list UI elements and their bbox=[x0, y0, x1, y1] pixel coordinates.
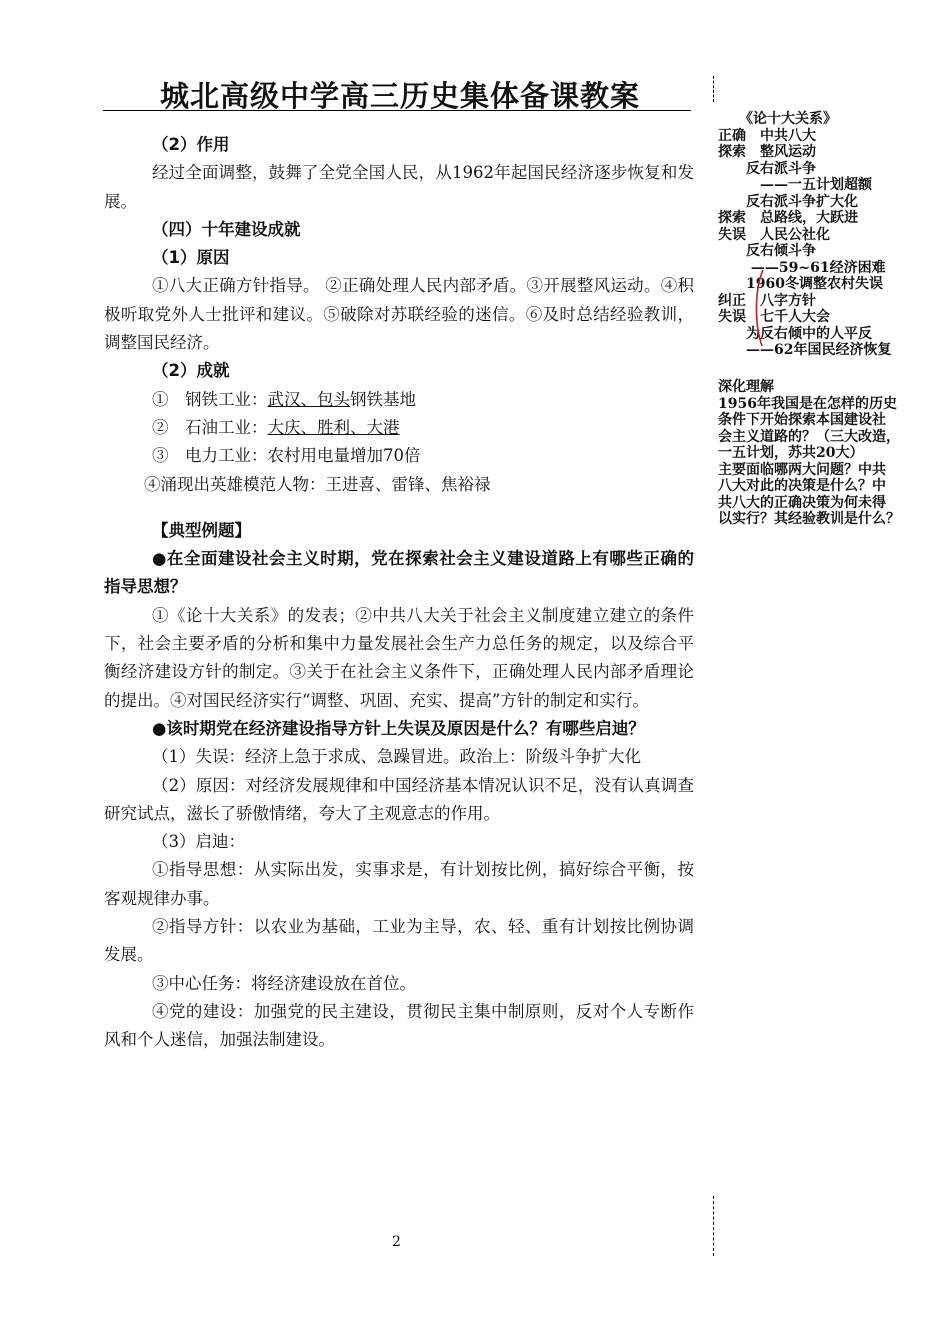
answer-2-lesson-party: ④党的建设：加强党的民主建设，贯彻民主集中制原则，反对个人专断作风和个人迷信，加强法制建设。 bbox=[104, 1001, 694, 1050]
outline-line: 《论十大关系》 bbox=[718, 111, 837, 127]
achievement-oil-label: ② 石油工业： bbox=[152, 417, 268, 437]
page-title: 城北高级中学高三历史集体备课教案 bbox=[160, 79, 641, 113]
achievement-heroes: ④涌现出英雄模范人物：王进喜、雷锋、焦裕禄 bbox=[144, 474, 491, 494]
outline-line: ——一五计划超额 bbox=[718, 177, 872, 193]
outline-line: ——59~61经济困难 bbox=[718, 259, 886, 276]
title-underline bbox=[103, 110, 691, 111]
achievement-steel bbox=[104, 386, 694, 414]
sidebar-deep-understanding bbox=[718, 379, 950, 528]
question-1: ●在全面建设社会主义时期，党在探索社会主义建设道路上有哪些正确的指导思想？ bbox=[104, 549, 694, 597]
deep-line: 1956年我国是在怎样的历史 bbox=[718, 395, 897, 412]
red-bracket-annotation bbox=[752, 268, 766, 348]
page-number: 2 bbox=[392, 1234, 401, 1250]
examples-heading: 【典型例题】 bbox=[152, 520, 251, 540]
outline-line: 失误 七千人大会 bbox=[718, 309, 830, 325]
section-heading-effect: （2）作用 bbox=[152, 135, 230, 154]
deep-line: 共八大的正确决策为何未得 bbox=[718, 494, 886, 511]
answer-2-lesson-task: ③中心任务：将经济建设放在首位。 bbox=[152, 973, 416, 993]
outline-line: 失误 人民公社化 bbox=[718, 226, 830, 243]
answer-2-causes: （2）原因：对经济发展规律和中国经济基本情况认识不足，没有认真调查研究试点，滋长了骄傲情绪，夸大了主观意志的作用。 bbox=[104, 775, 694, 823]
answer-2-lesson-policy: ②指导方针：以农业为基础，工业为主导，农、轻、重有计划按比例协调发展。 bbox=[104, 917, 694, 965]
margin-divider-top bbox=[713, 76, 714, 102]
outline-line: 反右倾斗争 bbox=[718, 243, 816, 259]
achievement-steel-label: ① 钢铁工业： bbox=[152, 389, 268, 409]
outline-line: 为反右倾中的人平反 bbox=[718, 325, 872, 342]
deep-line: 会主义道路的？（三大改造， bbox=[718, 428, 900, 445]
deep-line: 条件下开始探索本国建设社 bbox=[718, 412, 886, 428]
outline-line: 纠正 八字方针 bbox=[718, 292, 816, 309]
margin-divider-bottom bbox=[713, 1196, 714, 1256]
answer-2-lesson-thought: ①指导思想：从实际出发，实事求是，有计划按比例，搞好综合平衡，按客观规律办事。 bbox=[104, 860, 694, 908]
outline-line: ——62年国民经济恢复 bbox=[718, 342, 892, 358]
outline-line: 探索 总路线，大跃进 bbox=[718, 210, 858, 226]
answer-2-mistakes: （1）失误：经济上急于求成、急躁冒进。政治上：阶级斗争扩大化 bbox=[152, 747, 641, 767]
outline-line: 反右派斗争扩大化 bbox=[718, 193, 858, 210]
answer-2-lessons-heading: （3）启迪： bbox=[152, 832, 245, 852]
spacer bbox=[104, 499, 694, 517]
paragraph-reasons: ①八大正确方针指导。 ②正确处理人民内部矛盾。③开展整风运动。④积极听取党外人士批评和建议。⑤破除对苏联经验的迷信。⑥及时总结经验教训，调整国民经济。 bbox=[104, 276, 694, 353]
deep-line: 主要面临哪两大问题？中共 bbox=[718, 461, 886, 478]
achievement-oil-places: 大庆、胜利、大港 bbox=[267, 417, 400, 437]
paragraph-effect: 经过全面调整，鼓舞了全党全国人民，从1962年起国民经济逐步恢复和发展。 bbox=[104, 163, 694, 211]
answer-1: ①《论十大关系》的发表；②中共八大关于社会主义制度建立建立的条件下，社会主要矛盾的分析和集中力量发展社会生产力总任务的规定，以及综合平衡经济建设方针的制定。③关于在社会主义条件下，正确处理人民内部矛盾理论的提出。④对国民经济实行“调整、巩固、充实、提高”方针的制定和实行。 bbox=[104, 605, 694, 710]
deep-line: 八大对此的决策是什么？中 bbox=[718, 478, 886, 494]
achievement-oil bbox=[104, 414, 694, 442]
section-heading-results: （2）成就 bbox=[152, 361, 230, 381]
deep-line: 一五计划，苏共20大） bbox=[718, 445, 864, 461]
outline-line: 探索 整风运动 bbox=[718, 144, 816, 160]
achievement-power: ③ 电力工业：农村用电量增加70倍 bbox=[152, 446, 421, 466]
deep-line: 以实行？其经验教训是什么？ bbox=[718, 511, 900, 527]
outline-line: 1960冬调整农村失误 bbox=[718, 276, 883, 292]
achievement-steel-places: 武汉、包头 bbox=[267, 389, 350, 409]
section-heading-reasons: （1）原因 bbox=[152, 248, 230, 268]
achievement-steel-suffix: 钢铁基地 bbox=[350, 389, 416, 409]
section-heading-achievements: （四）十年建设成就 bbox=[152, 219, 301, 239]
question-2: ●该时期党在经济建设指导方针上失误及原因是什么？有哪些启迪？ bbox=[152, 718, 645, 738]
outline-line: 反右派斗争 bbox=[718, 160, 816, 177]
deep-title: 深化理解 bbox=[718, 379, 774, 395]
outline-line: 正确 中共八大 bbox=[718, 127, 816, 144]
main-content bbox=[104, 131, 694, 1055]
